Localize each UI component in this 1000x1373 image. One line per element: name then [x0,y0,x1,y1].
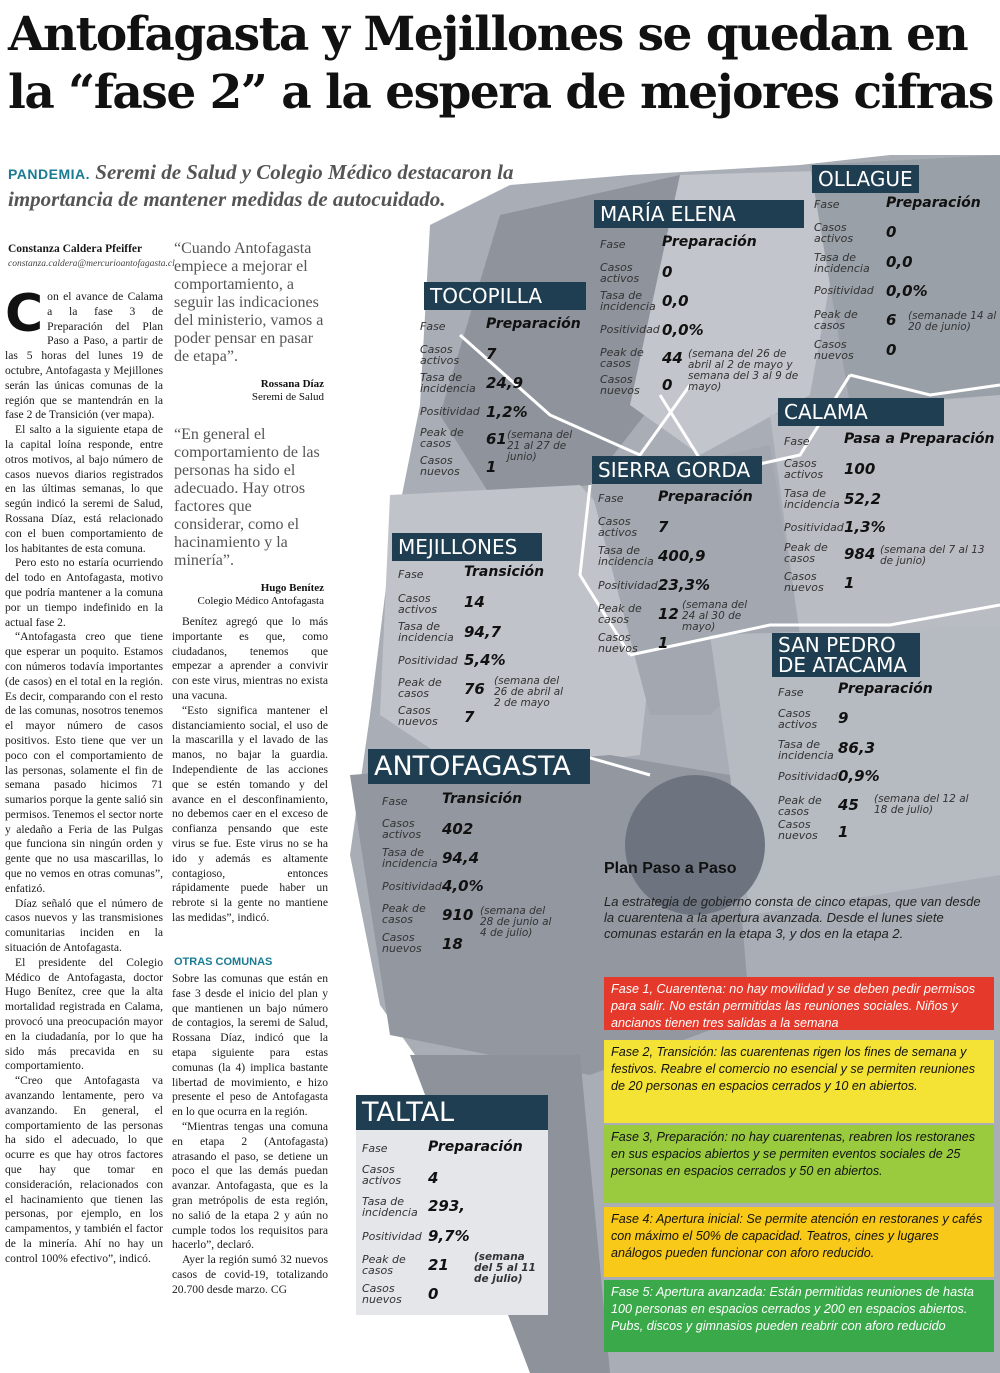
peak-note: (semana del 24 al 30 de mayo) [682,599,748,633]
activos-value: 0 [886,223,897,241]
label-activos: Casos activos [784,457,824,481]
label-peak: Peak de casos [362,1253,406,1277]
nuevos-value: 1 [838,823,849,841]
tasa-value: 0,0 [886,253,913,271]
peak-value: 910 [442,906,474,924]
label-tasa: Tasa de incidencia [362,1195,418,1219]
quote-author: Rossana Díaz [260,378,324,390]
plan-title: Plan Paso a Paso [604,860,737,877]
pull-quote [174,240,324,404]
comuna-title: TOCOPILLA [424,282,586,310]
activos-value: 14 [464,593,485,611]
positividad-value: 0,9% [838,767,880,785]
positividad-value: 1,3% [844,518,886,536]
tasa-value: 52,2 [844,490,882,508]
label-positividad: Positividad [784,521,844,534]
peak-value: 6 [886,311,897,329]
fase-value: Preparación [658,489,753,505]
label-fase: Fase [600,238,626,251]
nuevos-value: 1 [844,574,855,592]
tasa-value: 24,9 [486,374,524,392]
comuna-antofagasta [368,749,590,964]
label-fase: Fase [814,198,840,211]
label-positividad: Positividad [382,880,442,893]
label-activos: Casos activos [598,515,638,539]
activos-value: 7 [658,518,669,536]
label-fase: Fase [598,492,624,505]
activos-value: 0 [662,263,673,281]
quote-text: “Cuando Antofagasta empiece a mejorar el comportamiento, a seguir las indicaciones del ministerio, vamos a poder pensar en pasar de etapa”. [174,240,324,365]
paragraph: Pero esto no estaría ocurriendo del todo en Antofagasta, motivo que podría mantener a la comuna por un tiempo indefinido en la actual fase 2. [5,556,163,629]
positividad-value: 4,0% [442,877,484,895]
label-peak: Peak de casos [600,346,644,370]
author-name: Constanza Caldera Pfeiffer [8,243,143,255]
peak-value: 984 [844,545,876,563]
positividad-value: 23,3% [658,576,711,594]
nuevos-value: 7 [464,708,475,726]
activos-value: 4 [428,1169,439,1187]
label-peak: Peak de casos [398,676,442,700]
label-tasa: Tasa de incidencia [420,371,476,395]
label-positividad: Positividad [814,284,874,297]
label-activos: Casos activos [600,261,640,285]
label-tasa: Tasa de incidencia [382,846,438,870]
label-nuevos: Casos nuevos [600,373,640,397]
label-activos: Casos activos [362,1163,402,1187]
article-column-3 [172,972,328,1298]
fase-2-box: Fase 2, Transición: las cuarentenas rigen los fines de semana y festivos. Reabre el comercio no esencial y se permiten reuniones de 20 personas en espacios cerrados y 10 en abiertos. [604,1040,994,1123]
peak-value: 61 [486,430,507,448]
paragraph: El salto a la siguiente etapa de la capital loína responde, entre otros motivos, al bajo número de casos nuevos diarios registrados en las últimas semanas, lo que según indicó la seremi de Salud, Rossana Díaz, está relacionado con el buen comportamiento de los habitantes de esta comuna. [5,423,163,555]
peak-note: (semana del 5 al 11 de julio) [474,1251,536,1285]
comuna-taltal [356,1095,548,1315]
label-positividad: Positividad [398,654,458,667]
fase-3-box: Fase 3, Preparación: no hay cuarentenas, reabren los restoranes en sus espacios abiertos y se permiten eventos sociales de 25 personas en espacios cerrados y 50 en abiertos. [604,1125,994,1203]
fase-value: Preparación [428,1139,523,1155]
comuna-tocopilla [414,282,586,482]
positividad-value: 0,0% [886,282,928,300]
label-peak: Peak de casos [598,602,642,626]
headline: Antofagasta y Mejillones se quedan en la “fase 2” a la espera de mejores cifras [8,7,993,120]
label-nuevos: Casos nuevos [814,338,854,362]
paragraph: “Creo que Antofagasta va avanzando lentamente, pero va avanzando. En general, el comportamiento de las personas ha sido el adecuado, lo que ocurre es que hay otros factores que hay que tomar en consideración, relacionados con el hacinamiento que tienen las personas, por ejemplo, en los campamentos, y también el factor de la minería. Ahí no hay un control 100% efectivo”, indicó. [5,1074,163,1265]
tasa-value: 94,4 [442,849,480,867]
byline [8,243,175,269]
nuevos-value: 18 [442,935,463,953]
label-tasa: Tasa de incidencia [778,738,834,762]
paragraph: Benítez agregó que lo más importante es que, como ciudadanos, tenemos que empezar a aprender a convivir con este virus, mientras no exista una vacuna. [172,615,328,702]
comuna-ollague [808,165,998,365]
quote-role: Seremi de Salud [251,391,324,403]
fase-value: Transición [464,564,545,580]
nuevos-value: 1 [486,458,497,476]
label-fase: Fase [784,435,810,448]
paragraph: El presidente del Colegio Médico de Antofagasta, doctor Hugo Benítez, cree que la alta mortalidad registrada en Calama, provocó una preocupación mayor en la ciudadanía, por lo que ha sido más precavida en su comportamiento. [5,955,163,1073]
comuna-title: TALTAL [356,1095,548,1130]
label-peak: Peak de casos [784,541,828,565]
fase-value: Preparación [886,195,981,211]
label-nuevos: Casos nuevos [362,1282,402,1306]
subhead-text: Seremi de Salud y Colegio Médico destacaron la importancia de mantener medidas de autocuidado. [8,160,514,211]
peak-note: (semana del 28 de junio al 4 de julio) [480,905,552,939]
nuevos-value: 0 [428,1285,439,1303]
tasa-value: 94,7 [464,623,502,641]
author-email: constanza.caldera@mercurioantofagasta.cl [8,259,175,269]
peak-value: 44 [662,349,683,367]
quote-role: Colegio Médico Antofagasta [197,595,324,607]
fase-value: Preparación [486,316,581,332]
peak-value: 45 [838,796,859,814]
comuna-title-line2: DE ATACAMA [778,653,908,677]
positividad-value: 5,4% [464,651,506,669]
label-fase: Fase [778,686,804,699]
plan-paso-a-paso [604,860,994,942]
label-tasa: Tasa de incidencia [398,620,454,644]
positividad-value: 1,2% [486,403,528,421]
paragraph: Con el avance de Calama a la fase 3 de Preparación del Plan Paso a Paso, a partir de las 5 horas del lunes 19 de octubre, Antofagasta y Mejillones serán las únicas comunas de la región que se mantendrán en la fase 2 de Transición (ver mapa). [5,284,163,422]
label-tasa: Tasa de incidencia [600,289,656,313]
peak-value: 12 [658,605,679,623]
plan-description: La estrategia de gobierno consta de cinco etapas, que van desde la cuarentena a la apertura avanzada. Desde el lunes siete comunas estarán en la etapa 3, y dos en la etapa 2. [604,894,981,941]
comuna-sierra-gorda [592,456,762,656]
fase-value: Preparación [838,681,933,697]
label-nuevos: Casos nuevos [784,570,824,594]
peak-value: 76 [464,680,485,698]
paragraph: Sobre las comunas que están en fase 3 desde el inicio del plan y que mantienen un bajo número de contagios, la seremi de Salud, Rossana Díaz, indicó que la etapa siguiente para estas comunas (la 4) implica bastante libertad de movimiento, e hizo presente el peso de Antofagasta en lo que ocurra en la región. [172,972,328,1119]
quote-text: “En general el comportamiento de las personas ha sido el adecuado. Hay otros factores que considerar, como el hacinamiento y la minería”. [174,426,320,569]
label-activos: Casos activos [398,592,438,616]
label-fase: Fase [398,568,424,581]
peak-note: (semanade 14 al 20 de junio) [908,310,997,333]
fase-value: Transición [442,791,523,807]
peak-value: 21 [428,1256,449,1274]
section-title: OTRAS COMUNAS [174,956,273,968]
nuevos-value: 0 [662,376,673,394]
activos-value: 9 [838,709,849,727]
label-fase: Fase [362,1142,388,1155]
tasa-value: 293, [428,1197,466,1215]
fase-1-box: Fase 1, Cuarentena: no hay movilidad y se deben pedir permisos para salir. No están permitidas las reuniones sociales. Niños y ancianos tienen tres salidas a la semana [604,977,994,1030]
comuna-title: OLLAGUE [812,165,919,193]
label-fase: Fase [420,320,446,333]
peak-note: (semana del 7 al 13 de junio) [880,544,985,567]
fase-5-box: Fase 5: Apertura avanzada: Están permitidas reuniones de hasta 100 personas en espacios cerrados y 200 en espacios abiertos. Pubs, discos y gimnasios pueden reabrir con aforo reducido [604,1280,994,1352]
comuna-title: MEJILLONES [392,533,542,561]
positividad-value: 9,7% [428,1227,470,1245]
positividad-value: 0,0% [662,321,704,339]
label-peak: Peak de casos [778,794,822,818]
label-activos: Casos activos [420,343,460,367]
label-peak: Peak de casos [420,426,464,450]
tasa-value: 0,0 [662,292,689,310]
label-nuevos: Casos nuevos [382,931,422,955]
peak-note: (semana del 26 de abril al 2 de mayo [494,675,564,709]
fase-value: Preparación [662,234,757,250]
fase-4-box: Fase 4: Apertura inicial: Se permite atención en restoranes y cafés con máximo el 50% de capacidad. Teatros, cines y lugares análogos pueden funcionar con aforo reducido. [604,1207,994,1277]
label-positividad: Positividad [362,1230,422,1243]
dropcap: C [5,284,44,344]
comuna-title: ANTOFAGASTA [368,749,590,784]
comuna-mejillones [392,533,572,733]
activos-value: 402 [442,820,474,838]
label-peak: Peak de casos [382,902,426,926]
article-column-2 [172,615,328,926]
label-positividad: Positividad [778,770,838,783]
label-positividad: Positividad [420,405,480,418]
nuevos-value: 1 [658,634,669,652]
label-nuevos: Casos nuevos [598,631,638,655]
comuna-title: MARÍA ELENA [594,200,804,228]
fase-value: Pasa a Preparación [844,431,995,447]
label-nuevos: Casos nuevos [420,454,460,478]
label-activos: Casos activos [382,817,422,841]
label-nuevos: Casos nuevos [398,704,438,728]
nuevos-value: 0 [886,341,897,359]
paragraph: “Esto significa mantener el distanciamiento social, el uso de la mascarilla y el lavado de las manos, no bajar la guardia. Independiente de las acciones que se estén tomando y del avance en el desconfinamiento, no debemos caer en el exceso de confianza pensando que este virus se fue. Este virus no se ha ido y además es altamente contagioso, entonces rápidamente puede haber un rebrote si la gente no mantiene las medidas”, indicó. [172,703,328,924]
paragraph: Díaz señaló que el número de casos nuevos y las transmisiones comunitarias inciden en la situación de Antofagasta. [5,896,163,955]
comuna-title: SIERRA GORDA [592,456,762,484]
label-tasa: Tasa de incidencia [598,544,654,568]
peak-note: (semana del 12 al 18 de julio) [874,793,969,816]
comuna-maria-elena [594,200,804,400]
peak-note: (semana del 26 de abril al 2 de mayo y semana del 3 al 9 de mayo) [688,348,799,393]
activos-value: 100 [844,460,876,478]
label-fase: Fase [382,795,408,808]
label-activos: Casos activos [814,221,854,245]
article-column-1 [5,284,163,1267]
pull-quote [174,426,324,608]
label-positividad: Positividad [598,579,658,592]
tasa-value: 400,9 [658,547,706,565]
subhead-kicker: PANDEMIA. [8,166,91,182]
paragraph: “Mientras tengas una comuna en etapa 2 (Antofagasta) atrasando el paso, se detiene un poco el que las demás puedan avanzar. Antofagasta, que es la gran metrópolis de esta región, no salió de la etapa 2 y aún no cumple todos los requisitos para hacerlo”, declaró. [172,1119,328,1252]
subhead [8,160,608,212]
comuna-san-pedro [772,633,994,848]
paragraph: Ayer la región sumó 32 nuevos casos de covid-19, totalizando 20.700 desde marzo. CG [172,1253,328,1296]
tasa-value: 86,3 [838,739,876,757]
quote-author: Hugo Benítez [260,582,324,594]
activos-value: 7 [486,345,497,363]
label-nuevos: Casos nuevos [778,818,818,842]
paragraph: “Antofagasta creo que tiene que esperar un poquito. Estamos con números todavía importantes (de casos) en el total en la región. Es decir, comparando con el resto de las comunas, nosotros tenemos el mayor número de casos positivos. Esto tiene que ver un poco con el comportamiento de las personas, solamente el fin de semana pasado hicimos 71 sumarios porque la gente salió sin permisos. Tenemos el sector norte y aledaño a Feria de las Pulgas que funciona sin ningún orden y gente que no usa mascarillas, lo que no vemos en otras comunas”, enfatizó. [5,630,163,895]
comuna-calama [778,398,998,593]
label-tasa: Tasa de incidencia [814,251,870,275]
label-positividad: Positividad [600,323,660,336]
label-peak: Peak de casos [814,308,858,332]
peak-note: (semana del 21 al 27 de junio) [507,429,573,463]
label-tasa: Tasa de incidencia [784,487,840,511]
label-activos: Casos activos [778,707,818,731]
comuna-title-line1: SAN PEDRO [778,633,896,657]
comuna-title: CALAMA [778,398,944,426]
comuna-title [772,633,920,677]
